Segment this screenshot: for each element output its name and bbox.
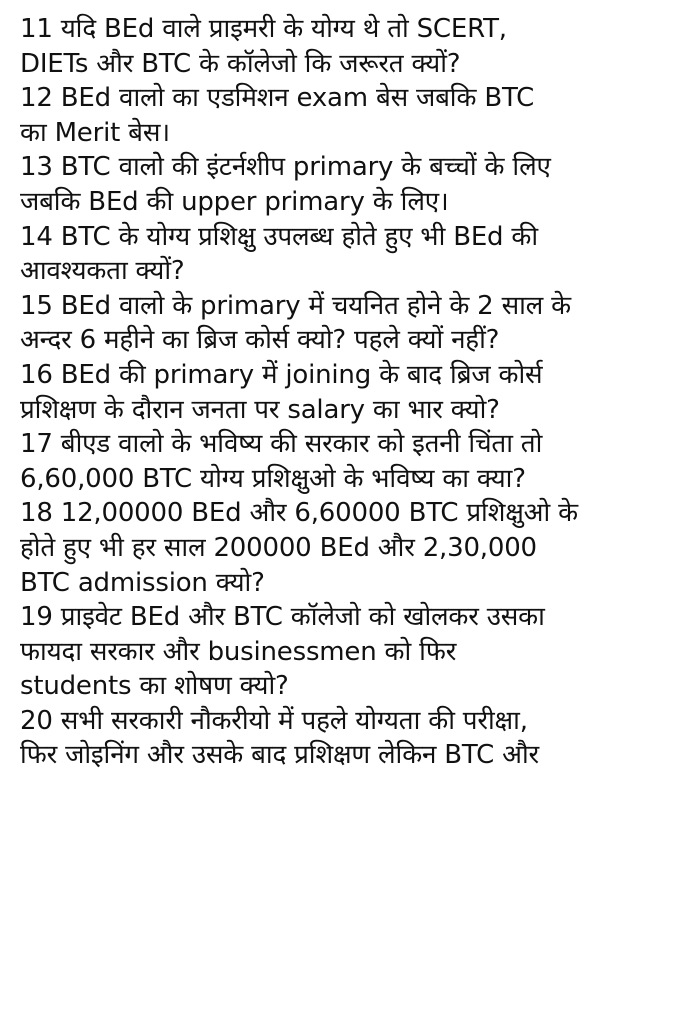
text-line: 6,60,000 BTC योग्य प्रशिक्षुओ के भविष्य का क्या? [20,463,526,494]
text-line: 11 यदि BEd वाले प्राइमरी के योग्य थे तो SCERT, [20,14,507,44]
text-line: 20 सभी सरकारी नौकरीयो में पहले योग्यता की परीक्षा, [20,705,528,736]
text-line: 13 BTC वालोे की इंटर्नशीप primary के बच्चों के लिए [20,152,551,183]
text-line: फिर जोइनिंग और उसके बाद प्रशिक्षण लेकिन BTC और [20,740,539,771]
text-line: आवश्यकता क्यों? [20,256,185,287]
text-line: जबकि BEd की upper primary के लिए। [20,186,449,217]
text-line: फायदा सरकार और businessmen को फिर [20,636,457,667]
text-line: 16 BEd की primary में joining के बाद ब्रिज कोर्स [20,359,543,390]
text-line: प्रशिक्षण के दौरान जनता पर salary का भार क्यो? [20,394,500,425]
text-line: 17 बीएड वालो के भविष्य की सरकार को इतनी चिंता तो [20,429,543,460]
text-line: students का शोषण क्यो? [20,671,289,702]
text-line: 12 BEd वालो का एडमिशन exam बेस जबकि BTC [20,83,535,114]
text-line: 18 12,00000 BEd और 6,60000 BTC प्रशिक्षुओ के [20,498,578,529]
text-line: होते हुए भी हर साल 200000 BEd और 2,30,000 [20,532,537,563]
text-line: का Merit बेस। [20,117,170,148]
text-line: अन्दर 6 महीने का ब्रिज कोर्स क्यो? पहले क्यों नहीं? [20,325,500,356]
text-line: 15 BEd वालो के primary में चयनित होने के 2 साल के [20,290,571,321]
text-line: 19 प्राइवेट BEd और BTC कॉलेजो को खोलकर उसका [20,602,545,633]
text-line: 14 BTC के योग्य प्रशिक्षु उपलब्ध होते हुए भी BEd की [20,221,538,252]
text-line: BTC admission क्यो? [20,567,265,598]
text-line: DIETs और BTC के कॉलेजो कि जरूरत क्यों? [20,48,461,79]
